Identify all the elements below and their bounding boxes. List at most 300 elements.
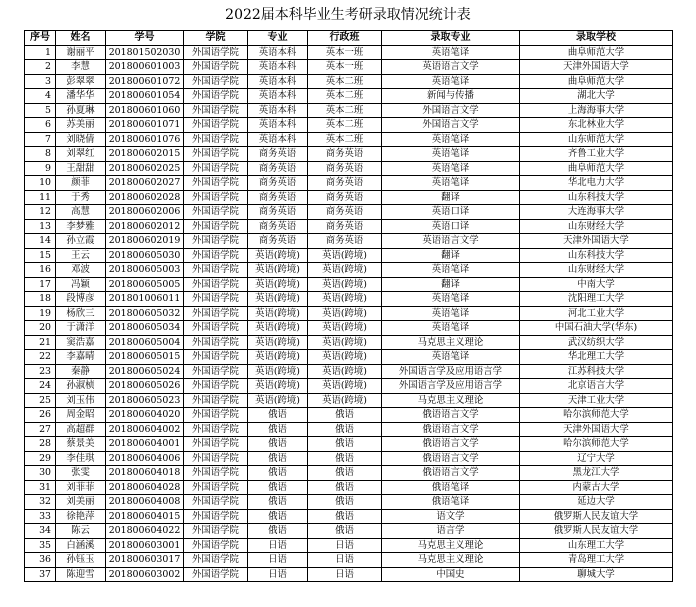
table-row [25,538,673,553]
header-college: 学院 [184,31,248,46]
cell-college: 外国语学院 [184,45,248,60]
cell-student-id: 201800605004 [106,335,184,350]
cell-index: 2 [25,60,56,75]
cell-name: 孙淑桢 [56,379,106,394]
cell-admitted-school: 江苏科技大学 [520,364,673,379]
table-row [25,364,673,379]
cell-class: 商务英语 [308,219,382,234]
header-admitted-major: 录取专业 [382,31,520,46]
cell-admitted-major: 马克思主义理论 [382,553,520,568]
cell-college: 外国语学院 [184,538,248,553]
cell-student-id: 201800602028 [106,190,184,205]
cell-admitted-school: 上海海事大学 [520,103,673,118]
cell-admitted-major: 俄语语言文学 [382,422,520,437]
cell-major: 俄语 [248,495,308,510]
table-row [25,350,673,365]
cell-name: 邓波 [56,263,106,278]
table-row [25,60,673,75]
header-name: 姓名 [56,31,106,46]
cell-student-id: 201800602027 [106,176,184,191]
cell-index: 33 [25,509,56,524]
cell-admitted-major: 马克思主义理论 [382,393,520,408]
cell-admitted-school: 延边大学 [520,495,673,510]
cell-admitted-school: 聊城大学 [520,567,673,582]
table-row [25,147,673,162]
cell-class: 英本二班 [308,74,382,89]
cell-index: 32 [25,495,56,510]
cell-index: 15 [25,248,56,263]
cell-name: 周金昭 [56,408,106,423]
cell-index: 11 [25,190,56,205]
cell-index: 1 [25,45,56,60]
cell-name: 苏美丽 [56,118,106,133]
cell-class: 俄语 [308,495,382,510]
cell-student-id: 201800604020 [106,408,184,423]
cell-name: 蔡景美 [56,437,106,452]
cell-name: 刘美丽 [56,495,106,510]
cell-index: 28 [25,437,56,452]
cell-admitted-major: 翻译 [382,277,520,292]
cell-index: 9 [25,161,56,176]
cell-college: 外国语学院 [184,437,248,452]
cell-name: 杨欣三 [56,306,106,321]
cell-admitted-school: 山东师范大学 [520,132,673,147]
cell-index: 24 [25,379,56,394]
cell-major: 商务英语 [248,234,308,249]
cell-admitted-school: 曲阜师范大学 [520,74,673,89]
cell-index: 12 [25,205,56,220]
table-row [25,263,673,278]
cell-name: 颜菲 [56,176,106,191]
cell-college: 外国语学院 [184,422,248,437]
cell-admitted-school: 天津外国语大学 [520,234,673,249]
table-row [25,509,673,524]
cell-admitted-school: 中国石油大学(华东) [520,321,673,336]
cell-index: 6 [25,118,56,133]
cell-student-id: 201800605034 [106,321,184,336]
cell-college: 外国语学院 [184,103,248,118]
cell-class: 英语(跨境) [308,379,382,394]
cell-name: 李梦雅 [56,219,106,234]
cell-admitted-major: 英语笔译 [382,306,520,321]
cell-college: 外国语学院 [184,219,248,234]
header-index: 序号 [25,31,56,46]
cell-name: 于秀 [56,190,106,205]
cell-index: 10 [25,176,56,191]
table-row [25,379,673,394]
table-row [25,524,673,539]
cell-student-id: 201800605024 [106,364,184,379]
cell-name: 白涵溪 [56,538,106,553]
cell-student-id: 201800603001 [106,538,184,553]
cell-major: 俄语 [248,451,308,466]
cell-college: 外国语学院 [184,451,248,466]
cell-admitted-school: 山东财经大学 [520,263,673,278]
cell-class: 商务英语 [308,161,382,176]
table-row [25,408,673,423]
cell-admitted-school: 武汉纺织大学 [520,335,673,350]
cell-index: 5 [25,103,56,118]
cell-major: 商务英语 [248,190,308,205]
cell-admitted-major: 英语笔译 [382,263,520,278]
cell-student-id: 201800604028 [106,480,184,495]
cell-college: 外国语学院 [184,234,248,249]
cell-class: 俄语 [308,437,382,452]
cell-name: 李嘉晴 [56,350,106,365]
table-row [25,161,673,176]
cell-college: 外国语学院 [184,466,248,481]
cell-major: 英语(跨境) [248,292,308,307]
cell-student-id: 201800604002 [106,422,184,437]
table-row [25,466,673,481]
cell-college: 外国语学院 [184,321,248,336]
table-row [25,277,673,292]
cell-class: 英语(跨境) [308,364,382,379]
cell-name: 秦静 [56,364,106,379]
cell-admitted-major: 英语笔译 [382,45,520,60]
cell-class: 英语(跨境) [308,248,382,263]
cell-admitted-school: 山东科技大学 [520,190,673,205]
cell-college: 外国语学院 [184,350,248,365]
cell-name: 高超群 [56,422,106,437]
cell-major: 英语本科 [248,74,308,89]
cell-index: 25 [25,393,56,408]
cell-college: 外国语学院 [184,480,248,495]
cell-admitted-major: 外国语言学及应用语言学 [382,364,520,379]
cell-admitted-school: 沈阳理工大学 [520,292,673,307]
table-row [25,292,673,307]
cell-admitted-school: 天津外国语大学 [520,60,673,75]
cell-index: 8 [25,147,56,162]
table-row [25,118,673,133]
cell-admitted-major: 英语笔译 [382,161,520,176]
cell-student-id: 201800603017 [106,553,184,568]
cell-class: 商务英语 [308,234,382,249]
cell-class: 英本一班 [308,45,382,60]
cell-admitted-major: 英语笔译 [382,74,520,89]
table-row [25,393,673,408]
cell-admitted-school: 内蒙古大学 [520,480,673,495]
cell-student-id: 201800602012 [106,219,184,234]
cell-student-id: 201800601072 [106,74,184,89]
cell-major: 英语本科 [248,60,308,75]
cell-index: 26 [25,408,56,423]
cell-class: 俄语 [308,524,382,539]
cell-admitted-major: 语言学 [382,524,520,539]
cell-major: 英语(跨境) [248,306,308,321]
cell-name: 孙立霞 [56,234,106,249]
cell-class: 商务英语 [308,176,382,191]
cell-index: 21 [25,335,56,350]
cell-class: 英语(跨境) [308,335,382,350]
cell-class: 英语(跨境) [308,306,382,321]
cell-student-id: 201800601054 [106,89,184,104]
cell-admitted-school: 曲阜师范大学 [520,45,673,60]
cell-name: 彭翠翠 [56,74,106,89]
table-row [25,103,673,118]
cell-admitted-major: 英语语言文学 [382,60,520,75]
cell-class: 英语(跨境) [308,277,382,292]
cell-admitted-school: 天津工业大学 [520,393,673,408]
cell-college: 外国语学院 [184,161,248,176]
cell-index: 7 [25,132,56,147]
table-row [25,451,673,466]
cell-name: 高慧 [56,205,106,220]
cell-admitted-major: 新闻与传播 [382,89,520,104]
cell-admitted-major: 俄语语言文学 [382,437,520,452]
cell-college: 外国语学院 [184,132,248,147]
cell-name: 窦浩嘉 [56,335,106,350]
cell-admitted-major: 俄语语言文学 [382,451,520,466]
cell-name: 刘菲菲 [56,480,106,495]
cell-admitted-school: 哈尔滨师范大学 [520,437,673,452]
cell-college: 外国语学院 [184,277,248,292]
cell-major: 英语本科 [248,89,308,104]
cell-college: 外国语学院 [184,495,248,510]
cell-class: 英语(跨境) [308,292,382,307]
cell-class: 英语(跨境) [308,350,382,365]
cell-admitted-major: 英语口译 [382,205,520,220]
cell-major: 日语 [248,567,308,582]
cell-admitted-school: 河北工业大学 [520,306,673,321]
cell-admitted-major: 外国语言学及应用语言学 [382,379,520,394]
cell-class: 商务英语 [308,190,382,205]
cell-admitted-major: 俄语笔译 [382,480,520,495]
cell-class: 俄语 [308,408,382,423]
cell-student-id: 201800603002 [106,567,184,582]
cell-major: 英语(跨境) [248,248,308,263]
table-row [25,248,673,263]
cell-admitted-major: 俄语语言文学 [382,466,520,481]
cell-major: 日语 [248,538,308,553]
cell-college: 外国语学院 [184,335,248,350]
cell-student-id: 201800601003 [106,60,184,75]
cell-name: 刘晓倩 [56,132,106,147]
cell-student-id: 201800601071 [106,118,184,133]
table-row [25,190,673,205]
cell-admitted-school: 东北林业大学 [520,118,673,133]
cell-student-id: 201800604022 [106,524,184,539]
cell-name: 孙钰玉 [56,553,106,568]
cell-admitted-major: 英语笔译 [382,176,520,191]
cell-admitted-school: 山东财经大学 [520,219,673,234]
table-row [25,176,673,191]
cell-admitted-school: 哈尔滨师范大学 [520,408,673,423]
cell-index: 14 [25,234,56,249]
cell-college: 外国语学院 [184,524,248,539]
table-row [25,45,673,60]
table-row [25,234,673,249]
table-row [25,132,673,147]
cell-major: 英语(跨境) [248,379,308,394]
cell-admitted-school: 俄罗斯人民友谊大学 [520,524,673,539]
cell-admitted-major: 英语笔译 [382,321,520,336]
table-row [25,89,673,104]
cell-class: 日语 [308,553,382,568]
cell-college: 外国语学院 [184,364,248,379]
cell-index: 18 [25,292,56,307]
cell-major: 英语(跨境) [248,277,308,292]
cell-student-id: 201800605023 [106,393,184,408]
cell-admitted-major: 俄语笔译 [382,495,520,510]
cell-major: 英语(跨境) [248,263,308,278]
cell-admitted-major: 翻译 [382,248,520,263]
cell-name: 陈云 [56,524,106,539]
cell-college: 外国语学院 [184,306,248,321]
cell-class: 俄语 [308,509,382,524]
page-title: 2022届本科毕业生考研录取情况统计表 [225,7,471,23]
cell-admitted-school: 俄罗斯人民友谊大学 [520,509,673,524]
cell-major: 英语(跨境) [248,350,308,365]
cell-admitted-major: 外国语言文学 [382,118,520,133]
cell-admitted-major: 英语口译 [382,219,520,234]
cell-college: 外国语学院 [184,74,248,89]
cell-class: 俄语 [308,422,382,437]
cell-class: 英本二班 [308,89,382,104]
cell-class: 商务英语 [308,205,382,220]
cell-major: 俄语 [248,509,308,524]
cell-class: 英本一班 [308,60,382,75]
cell-index: 36 [25,553,56,568]
cell-index: 34 [25,524,56,539]
cell-admitted-school: 天津外国语大学 [520,422,673,437]
table-row [25,495,673,510]
cell-admitted-major: 英语笔译 [382,132,520,147]
cell-index: 20 [25,321,56,336]
cell-admitted-school: 山东理工大学 [520,538,673,553]
cell-index: 31 [25,480,56,495]
cell-admitted-school: 中南大学 [520,277,673,292]
cell-name: 刘翠红 [56,147,106,162]
cell-student-id: 201800605026 [106,379,184,394]
cell-name: 潘华华 [56,89,106,104]
cell-index: 37 [25,567,56,582]
cell-major: 英语(跨境) [248,321,308,336]
cell-student-id: 201800601076 [106,132,184,147]
cell-admitted-major: 俄语语言文学 [382,408,520,423]
cell-name: 冯颖 [56,277,106,292]
table-row [25,567,673,582]
cell-name: 张雯 [56,466,106,481]
header-student-id: 学号 [106,31,184,46]
table-row [25,321,673,336]
cell-class: 俄语 [308,451,382,466]
cell-admitted-school: 青岛理工大学 [520,553,673,568]
table-row [25,480,673,495]
cell-class: 英本二班 [308,132,382,147]
cell-college: 外国语学院 [184,393,248,408]
cell-college: 外国语学院 [184,248,248,263]
cell-student-id: 201800605030 [106,248,184,263]
table-row [25,306,673,321]
cell-student-id: 201800605032 [106,306,184,321]
cell-name: 段博彦 [56,292,106,307]
cell-major: 商务英语 [248,161,308,176]
header-class: 行政班 [308,31,382,46]
cell-admitted-school: 曲阜师范大学 [520,161,673,176]
cell-name: 李佳琪 [56,451,106,466]
cell-major: 英语本科 [248,132,308,147]
cell-name: 王甜甜 [56,161,106,176]
cell-student-id: 201800601060 [106,103,184,118]
cell-admitted-major: 马克思主义理论 [382,335,520,350]
cell-major: 英语本科 [248,103,308,118]
cell-major: 英语(跨境) [248,393,308,408]
cell-student-id: 201800604015 [106,509,184,524]
cell-admitted-school: 黑龙江大学 [520,466,673,481]
cell-name: 孙夏琳 [56,103,106,118]
cell-major: 商务英语 [248,205,308,220]
cell-student-id: 201801006011 [106,292,184,307]
cell-index: 29 [25,451,56,466]
cell-class: 日语 [308,538,382,553]
cell-student-id: 201800602015 [106,147,184,162]
table-row [25,219,673,234]
cell-class: 英语(跨境) [308,321,382,336]
cell-admitted-major: 英语笔译 [382,292,520,307]
cell-college: 外国语学院 [184,89,248,104]
cell-major: 英语本科 [248,45,308,60]
cell-class: 商务英语 [308,147,382,162]
cell-index: 23 [25,364,56,379]
cell-admitted-school: 大连海事大学 [520,205,673,220]
cell-college: 外国语学院 [184,60,248,75]
cell-name: 李慧 [56,60,106,75]
cell-college: 外国语学院 [184,408,248,423]
cell-admitted-school: 湖北大学 [520,89,673,104]
cell-college: 外国语学院 [184,553,248,568]
cell-class: 俄语 [308,466,382,481]
cell-major: 商务英语 [248,219,308,234]
cell-major: 日语 [248,553,308,568]
cell-college: 外国语学院 [184,379,248,394]
cell-college: 外国语学院 [184,263,248,278]
cell-index: 17 [25,277,56,292]
cell-college: 外国语学院 [184,190,248,205]
cell-admitted-school: 齐鲁工业大学 [520,147,673,162]
cell-index: 13 [25,219,56,234]
header-row [25,31,673,46]
cell-student-id: 201800605005 [106,277,184,292]
cell-major: 俄语 [248,408,308,423]
cell-student-id: 201800605015 [106,350,184,365]
cell-student-id: 201801502030 [106,45,184,60]
cell-college: 外国语学院 [184,147,248,162]
cell-student-id: 201800604006 [106,451,184,466]
cell-admitted-school: 山东科技大学 [520,248,673,263]
cell-index: 30 [25,466,56,481]
cell-name: 徐艳萍 [56,509,106,524]
table-row [25,422,673,437]
cell-major: 俄语 [248,480,308,495]
cell-student-id: 201800602006 [106,205,184,220]
cell-name: 王云 [56,248,106,263]
cell-admitted-major: 英语笔译 [382,147,520,162]
cell-admitted-school: 华北理工大学 [520,350,673,365]
cell-college: 外国语学院 [184,509,248,524]
cell-name: 于潇洋 [56,321,106,336]
cell-student-id: 201800604018 [106,466,184,481]
cell-college: 外国语学院 [184,567,248,582]
cell-major: 英语(跨境) [248,335,308,350]
cell-index: 35 [25,538,56,553]
cell-major: 英语(跨境) [248,364,308,379]
cell-major: 商务英语 [248,176,308,191]
cell-name: 刘玉伟 [56,393,106,408]
cell-index: 27 [25,422,56,437]
table-row [25,74,673,89]
cell-admitted-school: 辽宁大学 [520,451,673,466]
